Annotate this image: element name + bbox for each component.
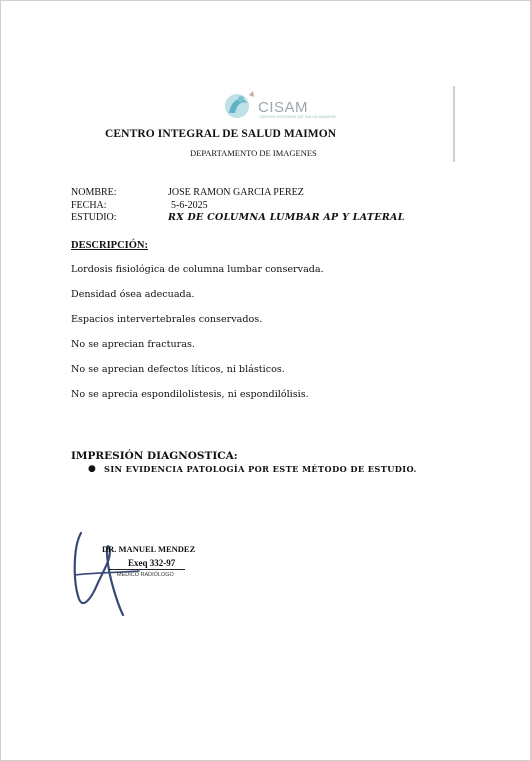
date-label: FECHA: (71, 200, 107, 211)
doctor-title: MÉDICO RADIÓLOGO (117, 572, 174, 578)
description-line: No se aprecia espondilolistesis, ni espondilólisis. (71, 389, 309, 400)
description-heading: DESCRIPCIÓN: (71, 240, 149, 251)
impression-heading: IMPRESIÓN DIAGNOSTICA: (71, 450, 238, 462)
name-value: JOSE RAMON GARCIA PEREZ (168, 187, 304, 198)
signature-line (109, 569, 185, 570)
exequatur: Exeq 332-97 (128, 558, 176, 568)
logo-subtext: CENTRO INTEGRAL DE SALUD MAIMON (259, 114, 336, 119)
description-line: Lordosis fisiológica de columna lumbar conservada. (71, 264, 324, 275)
description-line: Espacios intervertebrales conservados. (71, 314, 263, 325)
center-name: CENTRO INTEGRAL DE SALUD MAIMON (105, 128, 337, 140)
study-value: RX DE COLUMNA LUMBAR AP Y LATERAL (168, 212, 405, 223)
name-label: NOMBRE: (71, 187, 117, 198)
logo-text: CISAM (258, 99, 309, 116)
description-line: No se aprecian fracturas. (71, 339, 195, 350)
study-label: ESTUDIO: (71, 212, 117, 223)
bullet-icon: ● (88, 464, 96, 474)
description-line: Densidad ósea adecuada. (71, 289, 195, 300)
margin-divider (453, 86, 455, 162)
impression-item: SIN EVIDENCIA PATOLOGÍA POR ESTE MÉTODO DE ESTUDIO. (104, 464, 417, 474)
department-name: DEPARTAMENTO DE IMAGENES (190, 148, 317, 158)
date-value: 5-6-2025 (171, 200, 208, 211)
doctor-name: DR. MANUEL MENDEZ (102, 544, 196, 554)
description-line: No se aprecian defectos líticos, ni blásticos. (71, 364, 285, 375)
